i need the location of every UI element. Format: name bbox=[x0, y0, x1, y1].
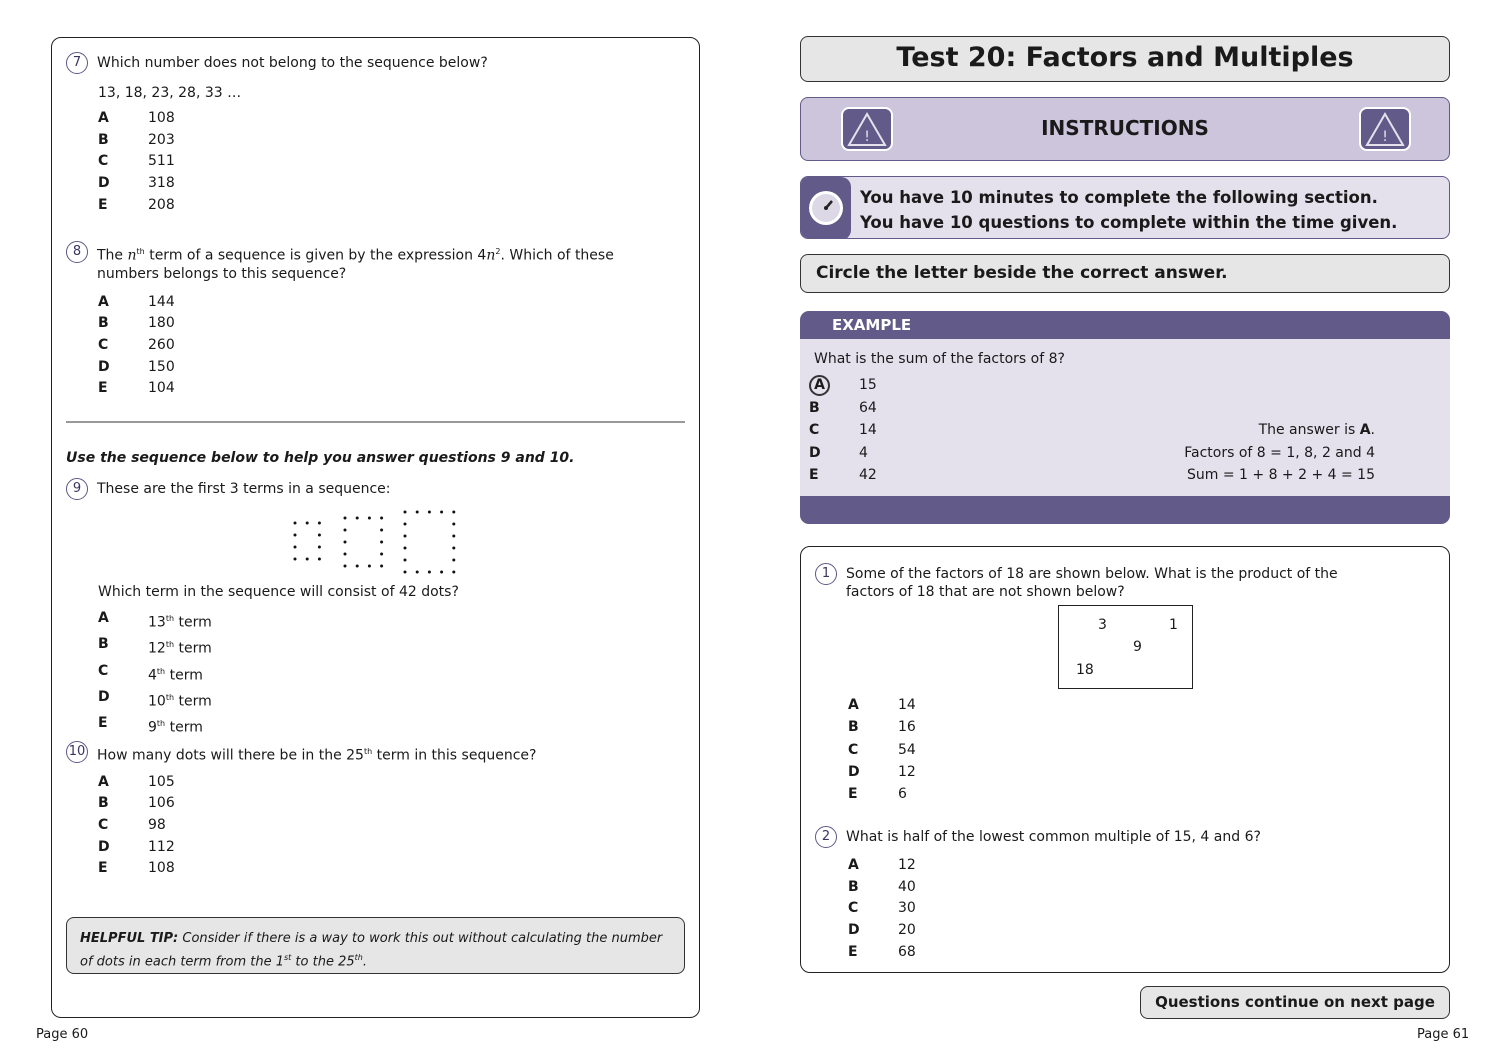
dot bbox=[318, 534, 321, 537]
option-value: 208 bbox=[148, 196, 175, 213]
option-value: 40 bbox=[898, 878, 916, 895]
answer-option-e[interactable] bbox=[98, 378, 636, 400]
dot bbox=[318, 558, 321, 561]
option-value: 98 bbox=[148, 817, 166, 834]
svg-text:!: ! bbox=[864, 129, 870, 145]
test-title: Test 20: Factors and Multiples bbox=[800, 36, 1450, 82]
dot bbox=[452, 535, 455, 538]
dot bbox=[452, 571, 455, 574]
question-text: Some of the factors of 18 are shown below. What is the product of the factors of 18 that are not shown below? bbox=[846, 566, 1338, 600]
question-9 bbox=[66, 478, 666, 500]
dot bbox=[404, 559, 407, 562]
option-value: 12 bbox=[898, 763, 916, 780]
dot bbox=[318, 546, 321, 549]
answer-option-a[interactable] bbox=[98, 108, 666, 130]
option-value: 144 bbox=[148, 293, 175, 310]
answer-option-e[interactable] bbox=[98, 713, 658, 739]
dot bbox=[368, 517, 371, 520]
sum-line: Sum = 1 + 8 + 2 + 4 = 15 bbox=[1187, 467, 1375, 483]
option-value: 16 bbox=[898, 719, 916, 736]
option-value: 30 bbox=[898, 900, 916, 917]
answer-option-b[interactable] bbox=[98, 634, 658, 660]
timer-tab bbox=[801, 177, 851, 239]
dot bbox=[452, 511, 455, 514]
option-letter[interactable]: E bbox=[848, 786, 858, 803]
instructions-banner bbox=[800, 97, 1450, 161]
option-letter[interactable]: A bbox=[98, 110, 109, 126]
dot bbox=[294, 534, 297, 537]
dot bbox=[294, 546, 297, 549]
option-letter[interactable]: E bbox=[98, 860, 108, 877]
dot bbox=[380, 541, 383, 544]
answer-option-a[interactable] bbox=[848, 694, 916, 716]
option-letter[interactable]: D bbox=[848, 922, 860, 939]
option-value: 260 bbox=[148, 337, 175, 354]
option-letter[interactable]: C bbox=[98, 337, 109, 354]
dot bbox=[440, 511, 443, 514]
dot bbox=[416, 511, 419, 514]
option-value: 14 bbox=[859, 422, 877, 438]
answer-options bbox=[848, 855, 1375, 964]
question-count-text: You have 10 questions to complete within the time given. bbox=[860, 213, 1398, 232]
sequence-term-1 bbox=[294, 522, 321, 561]
dot bbox=[380, 565, 383, 568]
option-letter[interactable]: A bbox=[848, 697, 859, 713]
option-value: 180 bbox=[148, 315, 175, 332]
warning-icon bbox=[1359, 107, 1411, 151]
example-header: EXAMPLE bbox=[800, 311, 1450, 339]
dot bbox=[344, 541, 347, 544]
answer-option-a[interactable] bbox=[98, 772, 666, 794]
time-info bbox=[800, 176, 1450, 239]
option-value: 64 bbox=[859, 399, 877, 416]
option-letter[interactable]: D bbox=[98, 838, 110, 855]
option-value: 4 bbox=[859, 444, 868, 461]
sequence-term-3 bbox=[404, 511, 456, 574]
continue-button[interactable]: Questions continue on next page bbox=[1140, 986, 1450, 1019]
page-number-left: Page 60 bbox=[36, 1027, 89, 1042]
answer-options bbox=[98, 608, 658, 740]
answer-options bbox=[98, 772, 666, 881]
example-explanation bbox=[1184, 419, 1375, 487]
answer-option-a[interactable] bbox=[809, 374, 877, 397]
dot bbox=[452, 547, 455, 550]
dot bbox=[404, 547, 407, 550]
dot bbox=[380, 517, 383, 520]
option-value: 104 bbox=[148, 380, 175, 397]
dot bbox=[380, 553, 383, 556]
dot bbox=[368, 565, 371, 568]
answer-option-b[interactable] bbox=[848, 716, 916, 738]
option-value: 9th term bbox=[148, 719, 203, 737]
option-letter[interactable]: B bbox=[809, 399, 820, 416]
dot bbox=[404, 535, 407, 538]
example-question: What is the sum of the factors of 8? bbox=[814, 351, 1065, 367]
question-8 bbox=[66, 241, 636, 400]
option-letter[interactable]: E bbox=[98, 196, 108, 213]
svg-text:!: ! bbox=[1382, 129, 1388, 145]
option-letter[interactable]: C bbox=[848, 900, 859, 917]
answer-option-d[interactable] bbox=[848, 920, 1375, 942]
answer-option-d[interactable] bbox=[98, 357, 636, 379]
answer-option-b[interactable] bbox=[809, 397, 877, 420]
question-text: Which term in the sequence will consist of 42 dots? bbox=[98, 584, 459, 600]
question-text: How many dots will there be in the 25th term in this sequence? bbox=[97, 747, 537, 764]
dot bbox=[428, 571, 431, 574]
question-2 bbox=[815, 826, 1375, 964]
dot bbox=[306, 522, 309, 525]
option-letter[interactable]: B bbox=[98, 315, 109, 332]
option-value: 54 bbox=[898, 741, 916, 758]
option-letter[interactable]: E bbox=[809, 467, 819, 483]
factor-value: 9 bbox=[1133, 639, 1142, 655]
answer-option-e[interactable] bbox=[848, 942, 1375, 964]
answer-option-c[interactable] bbox=[848, 739, 916, 761]
option-value: 108 bbox=[148, 860, 175, 877]
sequence-text: 13, 18, 23, 28, 33 … bbox=[98, 85, 242, 101]
option-value: 4th term bbox=[148, 666, 203, 684]
factor-value: 18 bbox=[1076, 662, 1094, 678]
option-value: 20 bbox=[898, 922, 916, 939]
option-value: 12th term bbox=[148, 640, 212, 658]
question-text: What is half of the lowest common multiple of 15, 4 and 6? bbox=[846, 829, 1261, 845]
option-value: 112 bbox=[148, 838, 175, 855]
answer-option-a[interactable] bbox=[98, 292, 636, 314]
answer-option-d[interactable] bbox=[98, 687, 658, 713]
option-letter[interactable]: B bbox=[848, 878, 859, 895]
option-letter[interactable]: D bbox=[848, 763, 860, 780]
option-letter[interactable]: A bbox=[98, 610, 109, 626]
dot bbox=[318, 522, 321, 525]
option-letter[interactable]: C bbox=[98, 153, 109, 170]
answer-option-e[interactable] bbox=[98, 858, 666, 880]
dot bbox=[452, 559, 455, 562]
helpful-tip: HELPFUL TIP: Consider if there is a way to work this out without calculating the number of dots in each term from the 1st to the 25th. bbox=[66, 917, 685, 974]
divider bbox=[66, 421, 685, 423]
example-box bbox=[800, 311, 1450, 524]
instructions-heading: INSTRUCTIONS bbox=[1041, 116, 1209, 140]
option-value: 150 bbox=[148, 358, 175, 375]
answer-option-d[interactable] bbox=[848, 761, 916, 783]
option-value: 203 bbox=[148, 131, 175, 148]
question-number: 2 bbox=[815, 826, 837, 848]
dot bbox=[294, 558, 297, 561]
option-letter[interactable]: D bbox=[98, 358, 110, 375]
answer-option-c[interactable] bbox=[98, 335, 636, 357]
question-10 bbox=[66, 741, 666, 880]
time-limit-text: You have 10 minutes to complete the following section. bbox=[860, 188, 1378, 207]
answer-option-d[interactable] bbox=[809, 442, 877, 465]
option-value: 15 bbox=[859, 377, 877, 393]
example-footer bbox=[800, 496, 1450, 524]
dot bbox=[356, 565, 359, 568]
dot bbox=[344, 529, 347, 532]
option-value: 6 bbox=[898, 786, 907, 803]
question-1 bbox=[815, 563, 1375, 601]
option-value: 318 bbox=[148, 175, 175, 192]
answer-option-b[interactable] bbox=[848, 877, 1375, 899]
option-letter[interactable]: E bbox=[848, 943, 858, 960]
dot bbox=[344, 517, 347, 520]
question-7 bbox=[66, 52, 666, 217]
question-number: 7 bbox=[66, 52, 88, 74]
option-value: 106 bbox=[148, 795, 175, 812]
dot bbox=[428, 511, 431, 514]
option-letter[interactable]: C bbox=[98, 662, 109, 679]
option-value: 511 bbox=[148, 153, 175, 170]
option-letter[interactable]: C bbox=[848, 741, 859, 758]
option-value: 42 bbox=[859, 467, 877, 483]
option-letter[interactable]: B bbox=[98, 131, 109, 148]
answer-option-c[interactable] bbox=[809, 419, 877, 442]
question-text: The $n^{th}$ term of a sequence is given by the expression $4n^2$. Which of these numbers belongs to this sequence? bbox=[97, 247, 614, 282]
answer-option-b[interactable] bbox=[98, 130, 666, 152]
option-value: 13th term bbox=[148, 614, 212, 631]
answer-option-b[interactable] bbox=[98, 793, 666, 815]
page-number-right: Page 61 bbox=[1417, 1027, 1470, 1042]
section-note: Use the sequence below to help you answer questions 9 and 10. bbox=[66, 450, 575, 466]
answer-option-d[interactable] bbox=[98, 173, 666, 195]
option-letter[interactable]: D bbox=[98, 689, 110, 706]
option-letter[interactable]: C bbox=[809, 422, 820, 438]
question-text: These are the first 3 terms in a sequence: bbox=[97, 481, 391, 497]
answer-options bbox=[809, 374, 877, 487]
option-letter[interactable]: A bbox=[809, 374, 859, 397]
option-value: 68 bbox=[898, 943, 916, 960]
answer-options bbox=[98, 108, 666, 217]
factors-line: Factors of 8 = 1, 8, 2 and 4 bbox=[1184, 444, 1375, 461]
option-letter[interactable]: D bbox=[809, 444, 821, 461]
dot bbox=[416, 571, 419, 574]
dot bbox=[404, 523, 407, 526]
answer-option-c[interactable] bbox=[848, 898, 1375, 920]
question-number: 1 bbox=[815, 563, 837, 585]
dot bbox=[404, 511, 407, 514]
option-value: 108 bbox=[148, 110, 175, 126]
option-value: 105 bbox=[148, 773, 175, 790]
option-letter[interactable]: E bbox=[98, 380, 108, 397]
dot-sequence-figure bbox=[285, 505, 470, 580]
option-value: 10th term bbox=[148, 693, 212, 710]
answer-option-d[interactable] bbox=[98, 837, 666, 859]
option-letter[interactable]: A bbox=[848, 857, 859, 873]
question-number: 10 bbox=[66, 741, 88, 763]
dot bbox=[294, 522, 297, 525]
answer-option-c[interactable] bbox=[98, 661, 658, 687]
factor-value: 3 bbox=[1098, 617, 1107, 633]
sequence-term-2 bbox=[344, 517, 384, 568]
factors-box bbox=[1058, 605, 1193, 689]
dot bbox=[440, 571, 443, 574]
option-letter[interactable]: D bbox=[98, 175, 110, 192]
dot bbox=[380, 529, 383, 532]
option-letter[interactable]: A bbox=[98, 293, 109, 310]
answer-option-c[interactable] bbox=[98, 815, 666, 837]
answer-option-a[interactable] bbox=[98, 608, 658, 634]
answer-options bbox=[98, 292, 636, 401]
option-letter[interactable]: B bbox=[98, 795, 109, 812]
answer-option-a[interactable] bbox=[848, 855, 1375, 877]
stopwatch-icon bbox=[808, 190, 844, 226]
answer-option-e[interactable] bbox=[848, 783, 916, 805]
question-9-body bbox=[98, 584, 658, 740]
dot bbox=[344, 565, 347, 568]
answer-option-b[interactable] bbox=[98, 313, 636, 335]
option-value: 12 bbox=[898, 857, 916, 873]
option-letter[interactable]: A bbox=[98, 773, 109, 790]
circle-instruction: Circle the letter beside the correct answer. bbox=[800, 254, 1450, 293]
answer-option-e[interactable] bbox=[809, 464, 877, 487]
option-value: 14 bbox=[898, 697, 916, 713]
dot bbox=[452, 523, 455, 526]
dot bbox=[344, 553, 347, 556]
answer-option-e[interactable] bbox=[98, 195, 666, 217]
question-number: 9 bbox=[66, 478, 88, 500]
answer-option-c[interactable] bbox=[98, 151, 666, 173]
dot bbox=[404, 571, 407, 574]
answer-options bbox=[848, 694, 916, 805]
question-number: 8 bbox=[66, 241, 88, 263]
factor-value: 1 bbox=[1169, 617, 1178, 633]
dot bbox=[306, 558, 309, 561]
dot bbox=[356, 517, 359, 520]
option-letter[interactable]: C bbox=[98, 817, 109, 834]
question-text: Which number does not belong to the sequence below? bbox=[97, 55, 488, 71]
option-letter[interactable]: B bbox=[98, 636, 109, 653]
option-letter[interactable]: B bbox=[848, 719, 859, 736]
option-letter[interactable]: E bbox=[98, 715, 108, 732]
answer-line: The answer is A. bbox=[1258, 422, 1375, 438]
